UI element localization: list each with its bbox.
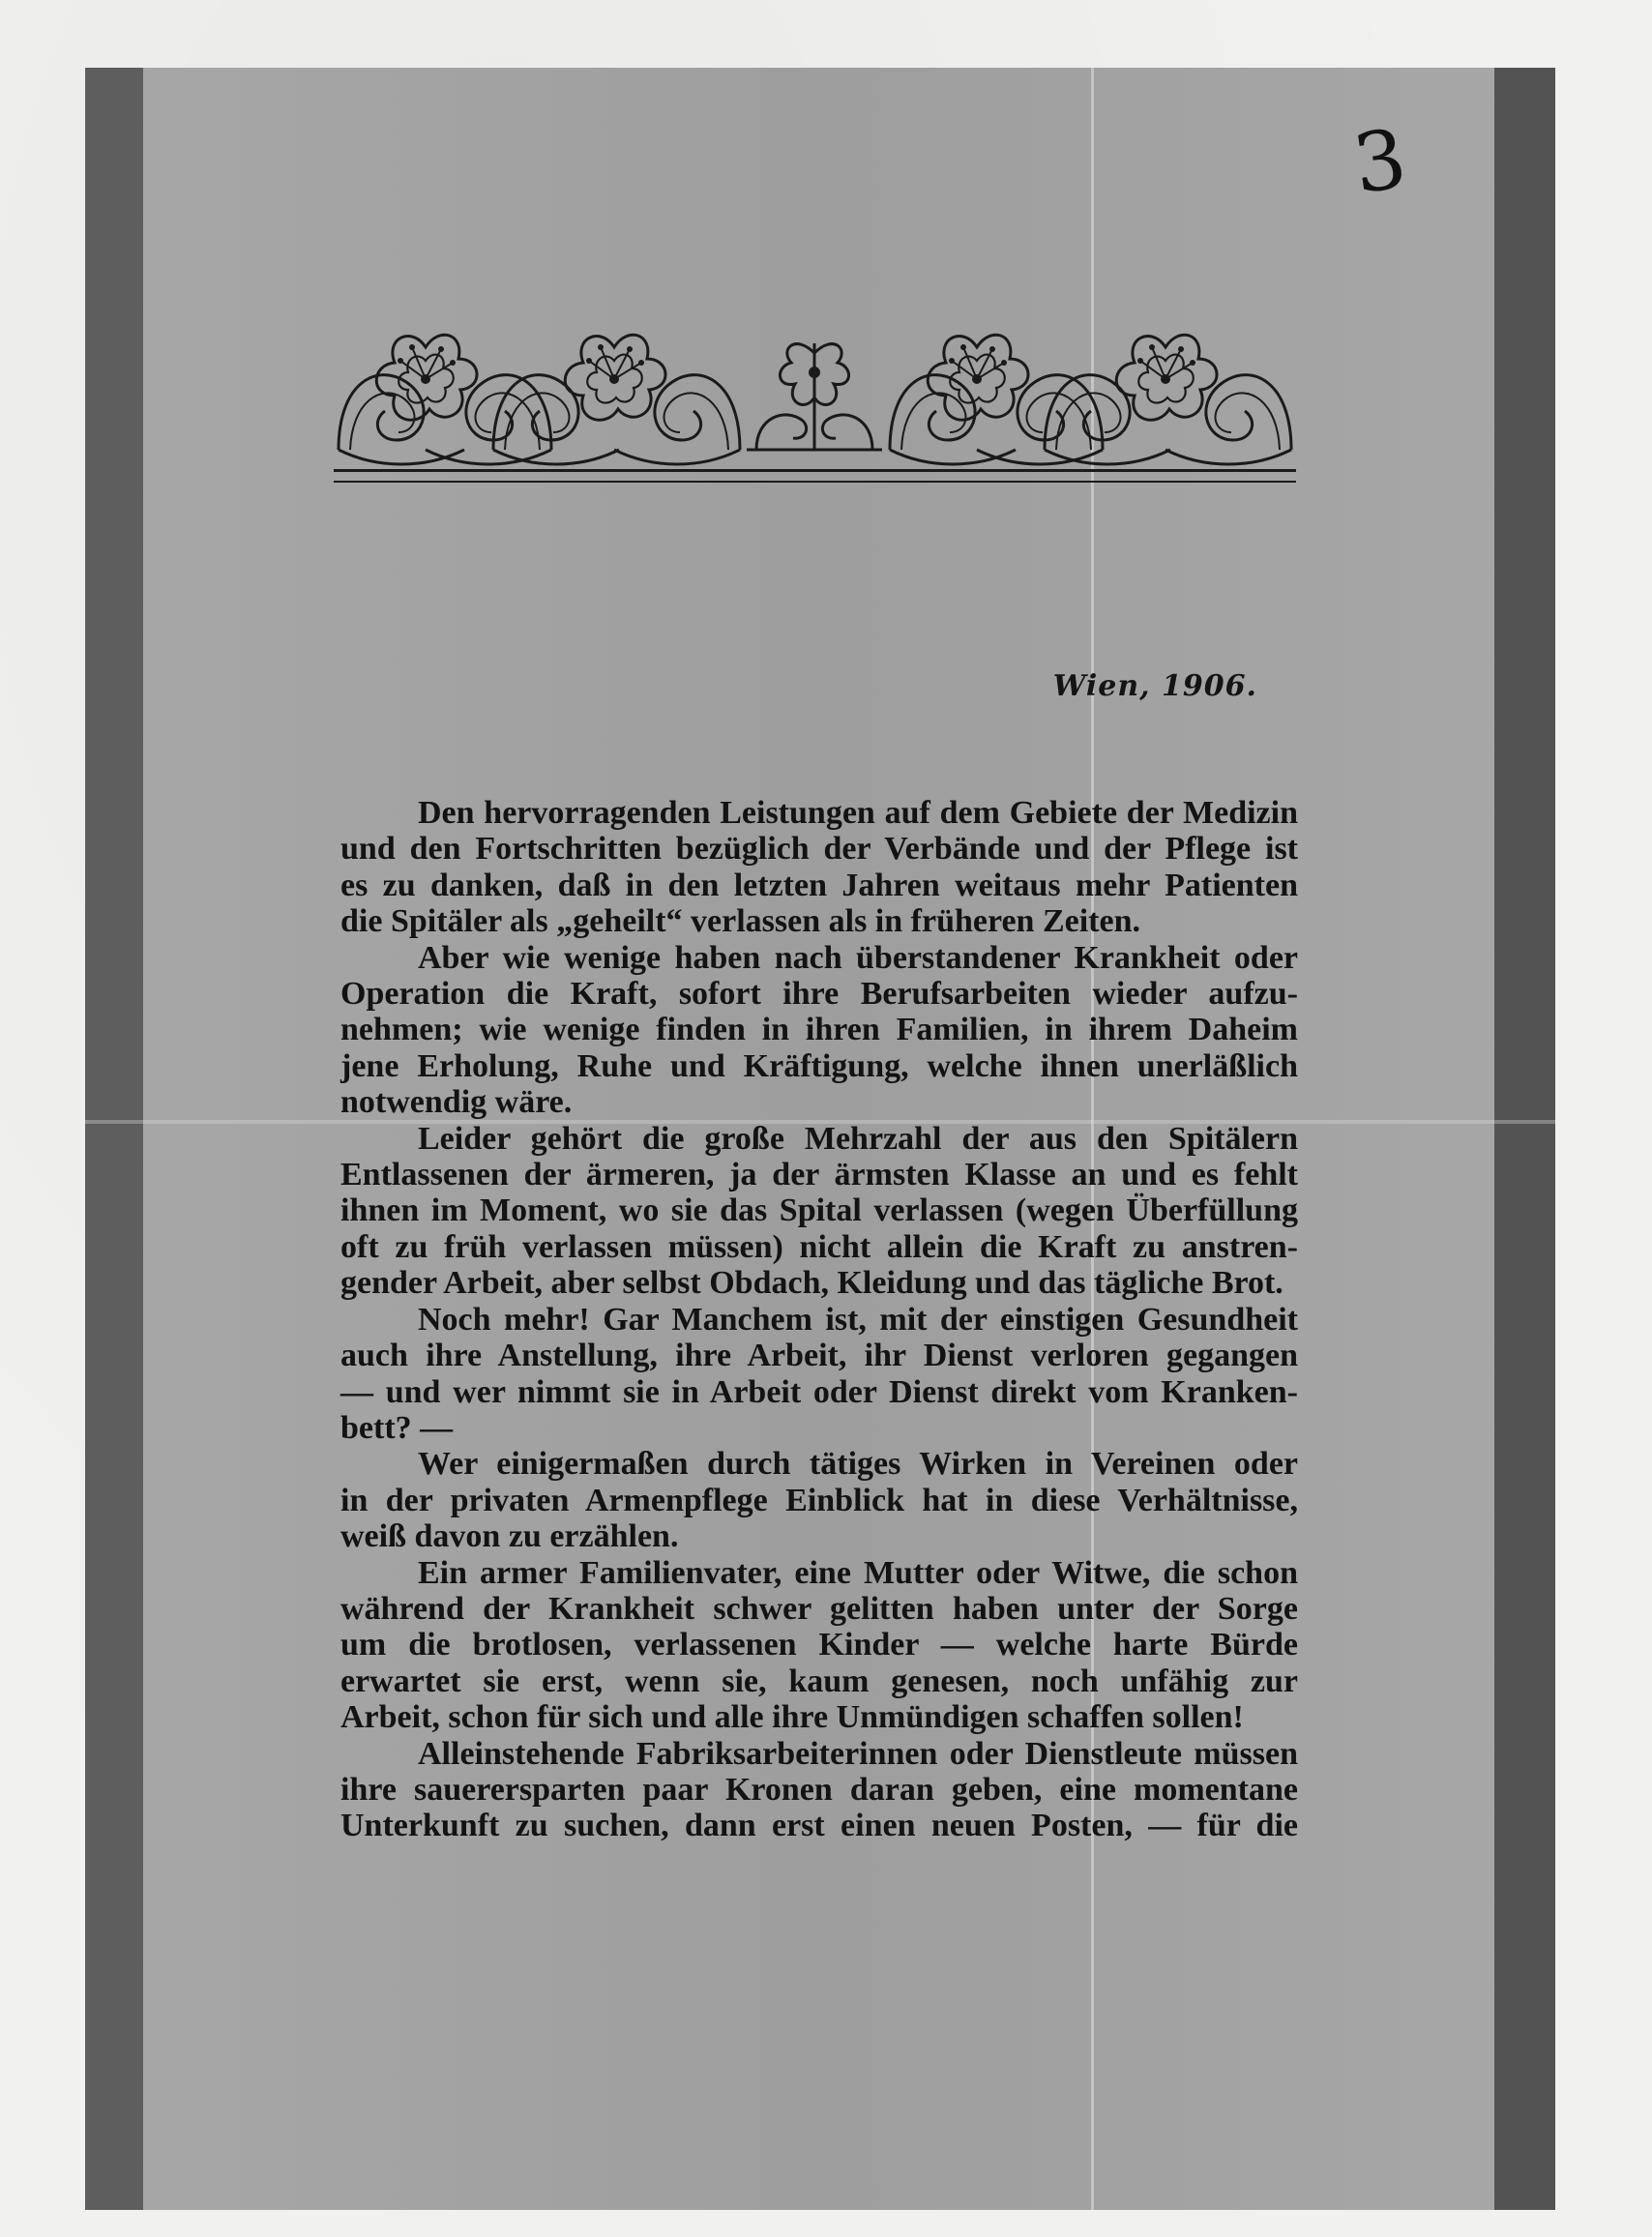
text-line: ihnen im Moment, wo sie das Spital verlassen (wegen Überfüllung (340, 1192, 1298, 1229)
handwritten-page-number: 3 (1347, 110, 1413, 213)
paragraph (340, 795, 1298, 940)
paragraph (340, 1736, 1298, 1844)
text-line: Unterkunft zu suchen, dann erst einen neuen Posten, — für die (340, 1808, 1298, 1844)
text-line: Alleinstehende Fabriksarbeiterinnen oder Dienstleute müssen (418, 1735, 1298, 1772)
text-line: nehmen; wie wenige finden in ihren Familien, in ihrem Daheim (340, 1012, 1298, 1048)
paragraph (340, 1555, 1298, 1736)
text-line: gender Arbeit, aber selbst Obdach, Kleidung und das tägliche Brot. (340, 1265, 1283, 1302)
paragraph (340, 1121, 1298, 1302)
text-line: Den hervorragenden Leistungen auf dem Gebiete der Medizin (418, 795, 1298, 831)
text-line: Aber wie wenige haben nach überstandener Krankheit oder (418, 939, 1298, 976)
text-line: erwartet sie erst, wenn sie, kaum genesen, noch unfähig zur (340, 1663, 1298, 1699)
text-line: bett? — (340, 1409, 454, 1446)
paragraph (340, 1302, 1298, 1447)
text-line: notwendig wäre. (340, 1084, 573, 1121)
text-line: jene Erholung, Ruhe und Kräftigung, welche ihnen unerläßlich (340, 1047, 1298, 1084)
text-line: Entlassenen der ärmeren, ja der ärmsten Klasse an und es fehlt (340, 1157, 1298, 1193)
text-line: ihre sauerersparten paar Kronen daran geben, eine momentane (340, 1771, 1298, 1808)
header-rule-thin (334, 481, 1296, 483)
text-line: es zu danken, daß in den letzten Jahren weitaus mehr Patienten (340, 867, 1298, 903)
left-shadow-edge (85, 68, 143, 2210)
text-line: Operation die Kraft, sofort ihre Berufsarbeiten wieder aufzu- (340, 976, 1298, 1013)
text-line: um die brotlosen, verlassenen Kinder — welche harte Bürde (340, 1627, 1298, 1663)
text-line: auch ihre Anstellung, ihre Arbeit, ihr Dienst verloren gegangen (340, 1338, 1298, 1374)
place-and-date: Wien, 1906. (1052, 669, 1257, 703)
text-line: die Spitäler als „geheilt“ verlassen als in früheren Zeiten. (340, 903, 1140, 940)
text-line: weiß davon zu erzählen. (340, 1518, 679, 1555)
paragraph (340, 1446, 1298, 1554)
text-line: während der Krankheit schwer gelitten haben unter der Sorge (340, 1590, 1298, 1627)
paragraph (340, 940, 1298, 1121)
text-line: in der privaten Armenpflege Einblick hat in diese Verhältnisse, (340, 1482, 1298, 1518)
art-nouveau-floral-ornament-icon (334, 324, 1296, 479)
text-line: oft zu früh verlassen müssen) nicht allein die Kraft zu anstren- (340, 1228, 1298, 1265)
header-rule-thick (334, 469, 1296, 472)
text-line: — und wer nimmt sie in Arbeit oder Dienst direkt vom Kranken- (340, 1373, 1298, 1410)
right-shadow-edge (1494, 68, 1555, 2210)
text-line: Noch mehr! Gar Manchem ist, mit der einstigen Gesundheit (418, 1301, 1298, 1338)
text-line: Arbeit, schon für sich und alle ihre Unmündigen schaffen sollen! (340, 1699, 1244, 1736)
text-line: Wer einigermaßen durch tätiges Wirken in Vereinen oder (418, 1446, 1298, 1483)
text-line: Leider gehört die große Mehrzahl der aus den Spitälern (418, 1120, 1298, 1157)
letter-body (340, 795, 1298, 1844)
text-line: Ein armer Familienvater, eine Mutter oder Witwe, die schon (418, 1554, 1298, 1591)
text-line: und den Fortschritten bezüglich der Verbände und der Pflege ist (340, 831, 1298, 868)
